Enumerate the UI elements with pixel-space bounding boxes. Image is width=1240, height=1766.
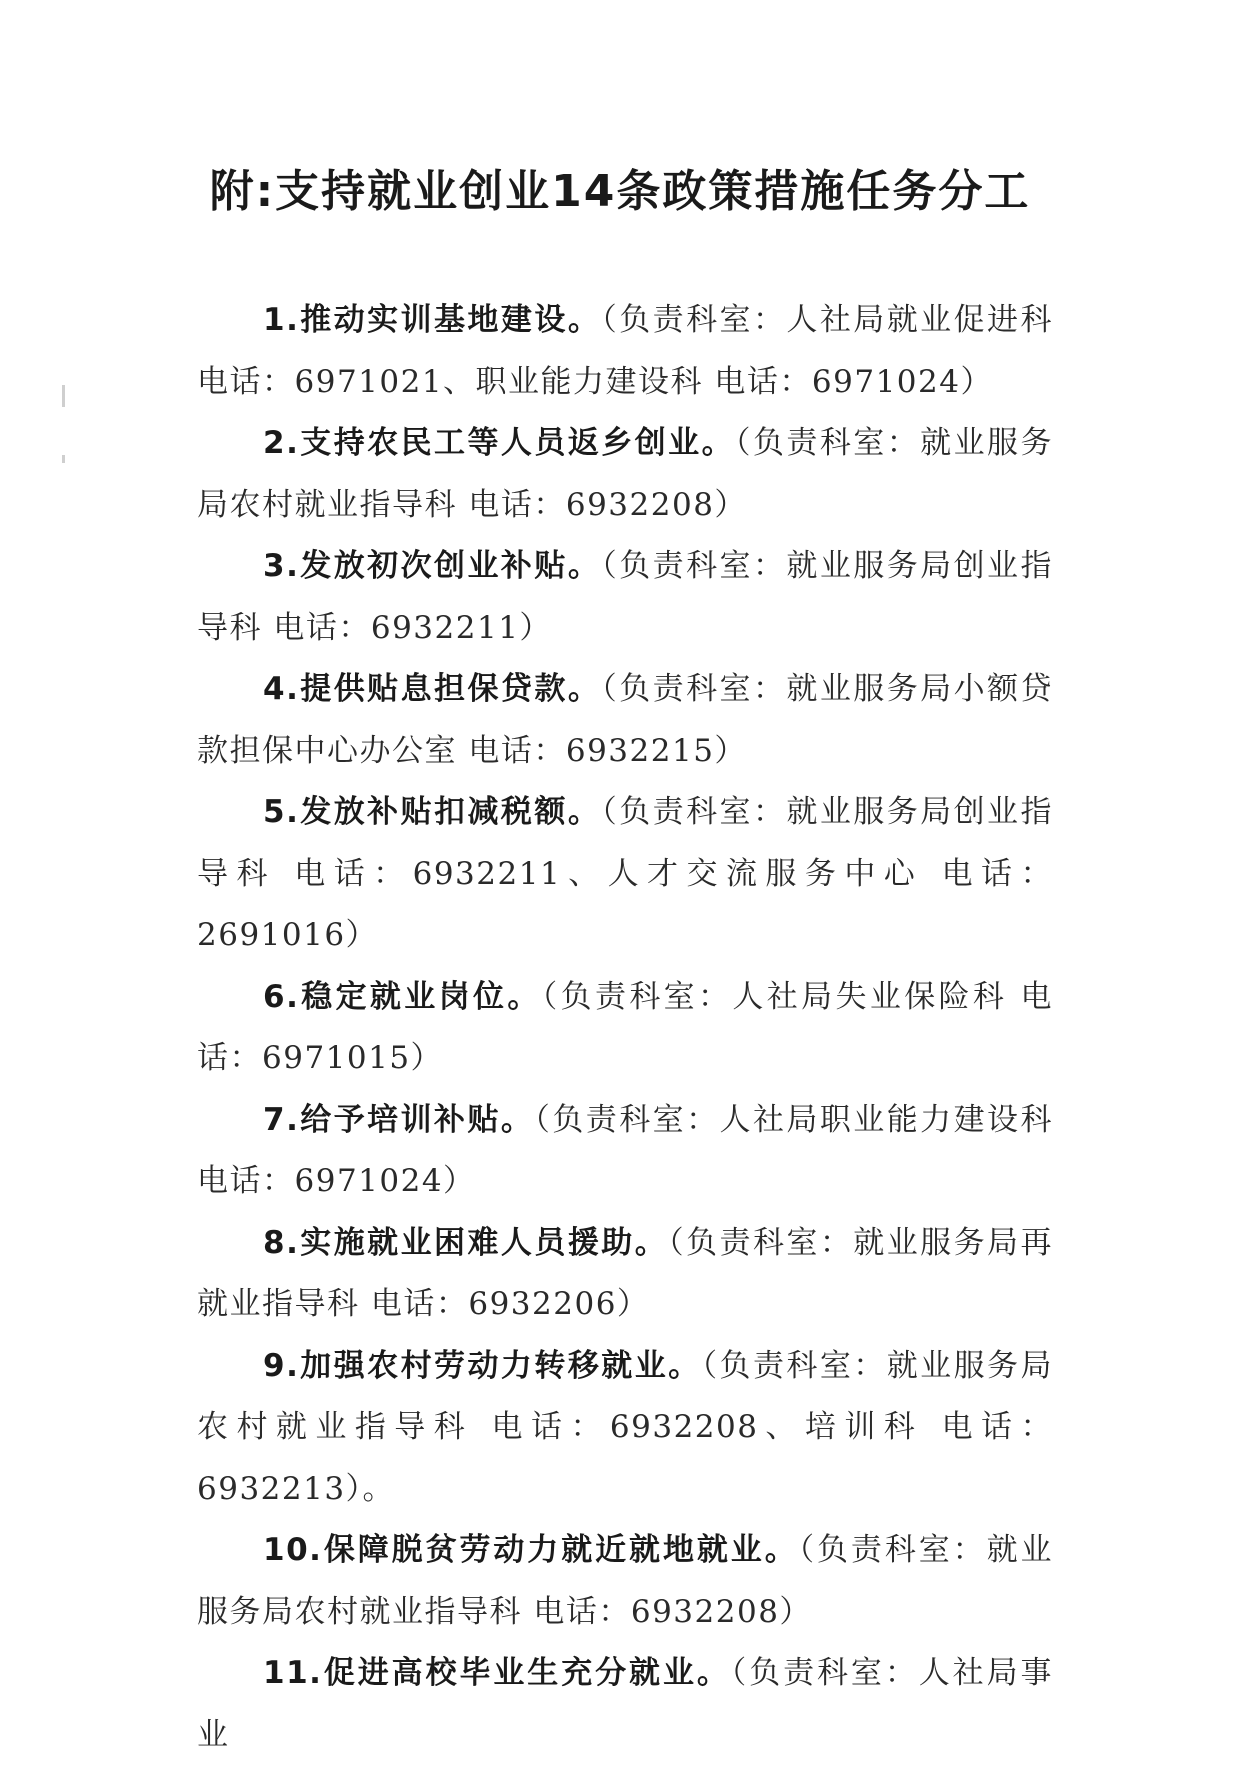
task-item (197, 290, 1053, 413)
task-heading: 3.发放初次创业补贴。 (263, 548, 602, 584)
scan-artifact-mark (62, 455, 65, 463)
task-heading: 8.实施就业困难人员援助。 (263, 1224, 669, 1261)
task-item (197, 659, 1053, 782)
task-detail: （负责科室：就业服务局农村就业指导科 电话：6932208） (197, 1532, 1053, 1630)
task-heading: 7.给予培训补贴。 (263, 1101, 535, 1138)
task-item (197, 1090, 1053, 1213)
task-detail: （负责科室：就业服务局创业指导科 电话：6932211） (197, 548, 1053, 646)
task-detail: （负责科室：人社局事业 (197, 1655, 1053, 1753)
task-heading: 1.推动实训基地建设。 (263, 302, 602, 338)
task-item (197, 967, 1053, 1090)
task-heading: 11.促进高校毕业生充分就业。 (263, 1655, 731, 1691)
task-heading: 10.保障脱贫劳动力就近就地就业。 (263, 1532, 799, 1568)
task-heading: 5.发放补贴扣减税额。 (263, 794, 602, 830)
task-heading: 4.提供贴息担保贷款。 (263, 671, 602, 707)
task-detail: （负责科室：就业服务局农村就业指导科 电话：6932208、培训科 电话：6932213）。 (197, 1347, 1053, 1507)
task-detail: （负责科室：就业服务局创业指导科 电话：6932211、人才交流服务中心 电话：2691016） (197, 794, 1053, 953)
task-item (197, 413, 1053, 536)
task-item (197, 782, 1053, 967)
task-detail: （负责科室：人社局失业保险科 电话：6971015） (197, 978, 1053, 1076)
task-heading: 9.加强农村劳动力转移就业。 (263, 1347, 702, 1384)
task-list (197, 290, 1053, 1766)
document-title: 附:支持就业创业14条政策措施任务分工 (209, 166, 1031, 217)
task-item (197, 536, 1053, 659)
scan-artifact-mark (62, 385, 65, 407)
task-detail: （负责科室：就业服务局小额贷款担保中心办公室 电话：6932215） (197, 671, 1053, 769)
task-heading: 2.支持农民工等人员返乡创业。 (263, 425, 736, 461)
task-item (197, 1520, 1053, 1643)
task-detail: （负责科室：就业服务局农村就业指导科 电话：6932208） (197, 425, 1053, 523)
task-detail: （负责科室：就业服务局再就业指导科 电话：6932206） (197, 1224, 1053, 1322)
task-detail: （负责科室：人社局职业能力建设科 电话：6971024） (197, 1101, 1053, 1199)
task-item (197, 1336, 1053, 1521)
task-item (197, 1213, 1053, 1336)
task-item (197, 1643, 1053, 1766)
task-detail: （负责科室：人社局就业促进科 电话：6971021、职业能力建设科 电话：6971024） (197, 302, 1053, 400)
task-heading: 6.稳定就业岗位。 (263, 978, 542, 1015)
